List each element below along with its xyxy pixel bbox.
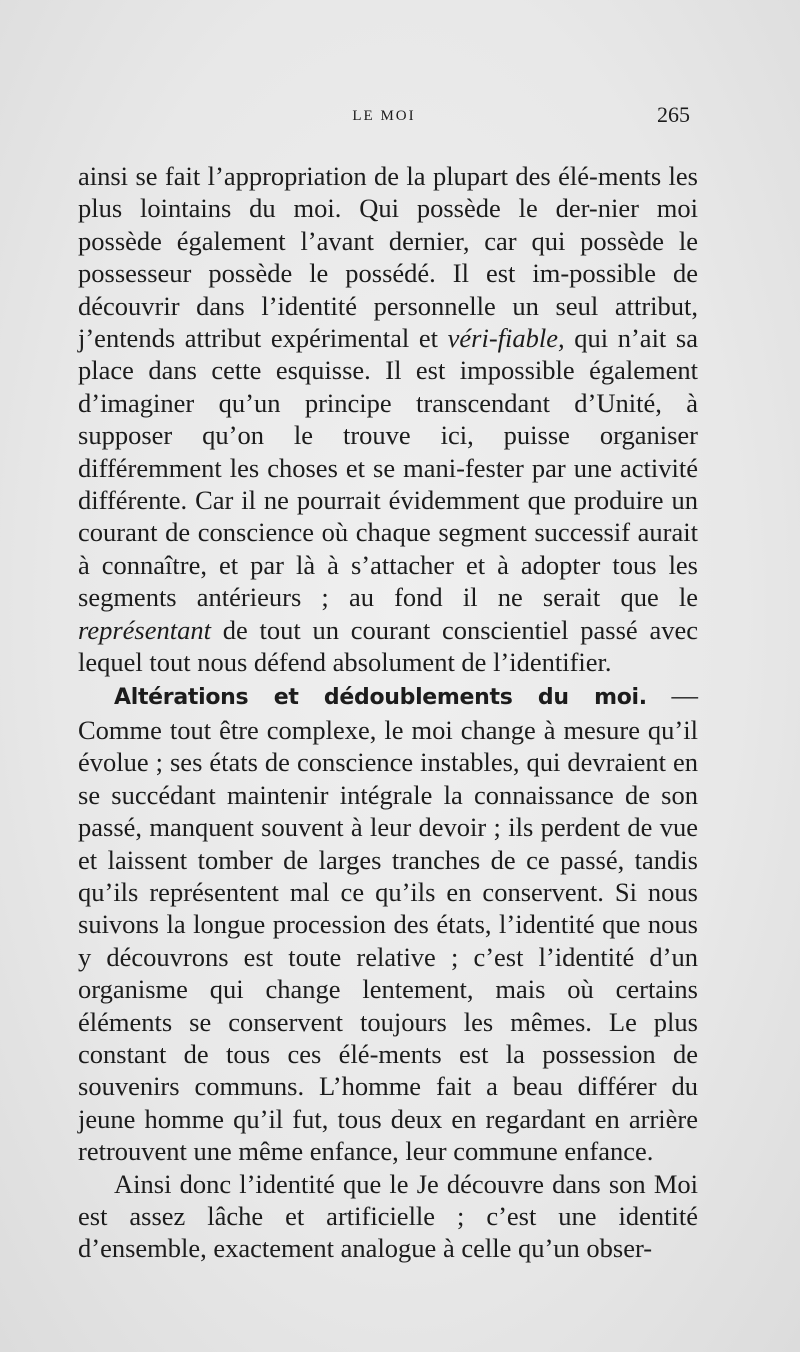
paragraph-1-text-b: qui n’ait sa place dans cette esquisse. Il est impossible également d’imaginer qu’un principe transcendant d’Unité, à supposer qu’on le trouve ici, puisse organiser différemment les choses et se mani-fester par une activité différente. Car il ne pourrait évidemment que produire un courant de conscience où chaque segment successif aurait à connaître, et par là à s’attacher et à adopter tous les segments antérieurs ; au fond il ne serait que le <box>78 323 698 613</box>
paragraph-1-text-a: ainsi se fait l’appropriation de la plupart des élé-ments les plus lointains du moi. Qui possède le der-nier moi possède également l’avant dernier, car qui possède le possesseur possède le possédé. Il est im-possible de découvrir dans l’identité personnelle un seul attribut, j’entends attribut expérimental et <box>78 161 698 354</box>
paragraph-1-text-c: de tout un courant conscientiel passé avec lequel tout nous défend absolument de l’identifier. <box>78 614 698 678</box>
paragraph-2-text: — Comme tout être complexe, le moi change à mesure qu’il évolue ; ses états de conscience instables, qui devraient en se succédant maintenir intégrale la connaissance de son passé, manquent souvent à leur devoir ; ils perdent de vue et laissent tomber de larges tranches de ce passé, tandis qu’ils représentent mal ce qu’ils en conservent. Si nous suivons la longue procession des états, l’identité que nous y découvrons est toute relative ; c’est l’identité d’un organisme qui change lentement, mais où certains éléments se conservent toujours les mêmes. Le plus constant de tous ces élé-ments est la possession de souvenirs communs. L’homme fait a beau différer du jeune homme qu’il fut, tous deux en regardant en arrière retrouvent une même enfance, leur commune enfance. <box>78 679 699 1167</box>
paragraph-3 <box>78 1168 698 1265</box>
paragraph-1 <box>78 160 698 679</box>
running-title: LE MOI <box>352 108 416 124</box>
paragraph-3-text: Ainsi donc l’identité que le Je découvre dans son Moi est assez lâche et artificielle ; c’est une identité d’ensemble, exactement analogue à celle qu’un obser- <box>78 1168 698 1264</box>
paragraph-1-italic-a: véri-fiable, <box>447 323 565 354</box>
page-number: 265 <box>657 102 690 127</box>
paragraph-1-italic-b: représentant <box>78 614 211 645</box>
paragraph-2 <box>78 679 698 1168</box>
page-header <box>78 102 690 138</box>
body-text <box>78 160 698 1265</box>
section-heading: Altérations et dédoublements du moi. <box>114 684 647 710</box>
